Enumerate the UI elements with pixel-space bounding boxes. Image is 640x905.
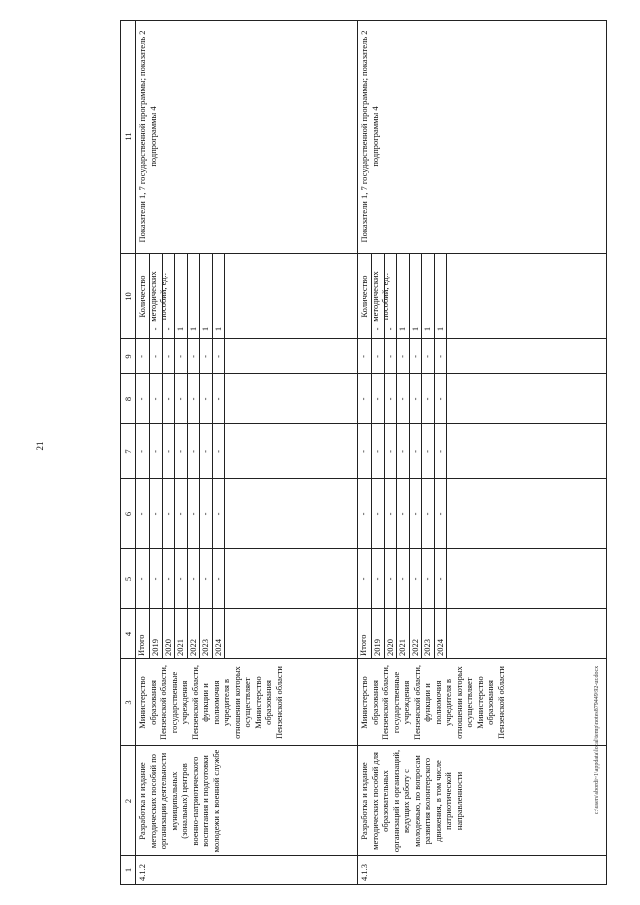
year-label: 2023 [200,639,210,656]
funding-value: - [397,577,407,581]
funding-value: - [372,512,382,516]
activity-name: Разработка и издание методических пособий для образовательных организаций и организаций, ведущих работу с молодежью, по вопросам развития волонтерского движения, в том числе патриотической направленности [359,749,464,853]
funding-value: - [434,512,445,516]
funding-value: - [200,577,210,581]
column-header-3: 3 [123,700,133,705]
column-header-7: 7 [123,449,133,454]
funding-value: - [162,450,173,453]
funding-value: - [200,355,210,358]
funding-value: - [200,512,210,516]
activity-number: 4.1.3 [359,864,369,881]
indicator-value: 1 [409,326,420,332]
funding-value: - [384,450,395,453]
activity-executor: Министерство образования Пензенской области, государственные учреждения Пензенской области, функции и полномочия учредителя в отношении которых осуществляет Министерство образования Пензенской области [359,664,506,741]
funding-value: - [358,355,368,358]
funding-value: - [422,450,432,453]
funding-value: - [150,512,160,516]
funding-value: - [187,355,198,358]
funding-value: - [200,450,210,453]
funding-value: - [409,577,420,581]
funding-value: - [384,577,395,581]
funding-value: - [136,450,146,453]
funding-value: - [372,577,382,581]
rotated-table-wrapper [120,20,607,885]
funding-value: - [187,450,198,453]
funding-value: - [212,512,223,516]
funding-value: - [358,512,368,516]
activity-executor: Министерство образования Пензенской области, государственные учреждения Пензенской области, функции и полномочия учредителя в отношении которых осуществляет Министерство образования Пензенской области [137,664,284,741]
column-header-2: 2 [123,798,133,804]
column-header-5: 5 [123,576,133,582]
funding-value: - [187,577,198,581]
funding-value: - [175,397,185,401]
year-label: 2021 [175,639,185,656]
funding-value: - [150,397,160,401]
funding-value: - [358,577,368,581]
funding-value: - [150,355,160,358]
year-divider [446,254,447,659]
funding-value: - [212,355,223,358]
funding-value: - [409,397,420,401]
indicator-name: Количество методических пособий, ед.: [359,271,390,322]
funding-value: - [384,355,395,358]
funding-value: - [136,397,146,401]
year-label: 2024 [212,639,223,656]
column-divider [121,745,606,746]
funding-value: - [150,450,160,453]
year-divider [224,254,225,659]
funding-value: - [397,355,407,358]
funding-value: - [384,512,395,516]
funding-value: - [136,512,146,516]
column-header-11: 11 [123,132,133,141]
activity-name: Разработка и издание методических пособий по организации деятельности муниципальных (зональных) центров военно-патриотического воспитания и подготовки молодежи к военной службе [137,749,221,853]
funding-value: - [200,397,210,401]
indicator-value: 1 [397,326,407,332]
column-header-4: 4 [123,631,133,637]
funding-value: - [372,355,382,358]
indicator-name: Количество методических пособий, ед.: [137,271,168,322]
column-header-9: 9 [123,354,133,359]
program-indicator-link: Показатели 1, 7 государственной программы; показатель 2 подпрограммы 4 [137,30,158,243]
activity-number: 4.1.2 [137,864,147,881]
funding-value: - [434,577,445,581]
funding-value: - [212,577,223,581]
funding-value: - [162,397,173,401]
year-label: Итого [358,634,368,656]
funding-value: - [162,577,173,581]
funding-value: - [422,355,432,358]
funding-value: - [434,450,445,453]
year-label: 2021 [397,639,407,656]
funding-value: - [372,397,382,401]
program-activities-table [120,20,607,885]
funding-value: - [422,512,432,516]
program-indicator-link: Показатели 1, 7 государственной программы; показатель 2 подпрограммы 4 [359,30,380,243]
funding-value: - [372,450,382,453]
funding-value: - [409,450,420,453]
funding-value: - [422,397,432,401]
funding-value: - [434,355,445,358]
funding-value: - [409,512,420,516]
funding-value: - [162,512,173,516]
indicator-value: - [150,327,160,331]
funding-value: - [422,577,432,581]
funding-value: - [212,397,223,401]
indicator-value: 1 [200,326,210,332]
funding-value: - [384,397,395,401]
funding-value: - [187,397,198,401]
column-divider [121,855,606,856]
indicator-value: 1 [434,326,445,332]
indicator-value: 1 [422,326,432,332]
column-divider [121,658,606,659]
funding-value: - [397,450,407,453]
funding-value: - [397,512,407,516]
indicator-value: - [372,327,382,331]
indicator-value: 1 [212,326,223,332]
year-label: 2022 [409,639,420,656]
year-label: 2023 [422,639,432,656]
year-label: Итого [136,634,146,656]
footer-file-path: c:\users\sbordi~1\appdata\local\temp\notes879449\92-ur.docx [594,665,600,815]
funding-value: - [358,397,368,401]
funding-value: - [175,512,185,516]
funding-value: - [187,512,198,516]
year-label: 2022 [187,639,198,656]
column-header-1: 1 [123,867,133,873]
indicator-value: - [162,327,173,331]
funding-value: - [136,355,146,358]
funding-value: - [136,577,146,581]
column-header-10: 10 [123,292,133,301]
year-label: 2024 [434,639,445,656]
funding-value: - [175,450,185,453]
year-label: 2019 [150,639,160,656]
funding-value: - [150,577,160,581]
funding-value: - [212,450,223,453]
funding-value: - [175,355,185,358]
funding-value: - [409,355,420,358]
funding-value: - [397,397,407,401]
funding-value: - [162,355,173,358]
column-header-8: 8 [123,396,133,402]
column-header-6: 6 [123,511,133,517]
funding-value: - [358,450,368,453]
indicator-value: 1 [175,326,185,332]
column-divider [121,253,606,254]
year-label: 2019 [372,639,382,656]
page-number: 21 [35,441,45,451]
funding-value: - [434,397,445,401]
year-label: 2020 [384,639,395,656]
indicator-value: - [384,327,395,331]
indicator-value: 1 [187,326,198,332]
funding-value: - [175,577,185,581]
year-label: 2020 [162,639,173,656]
